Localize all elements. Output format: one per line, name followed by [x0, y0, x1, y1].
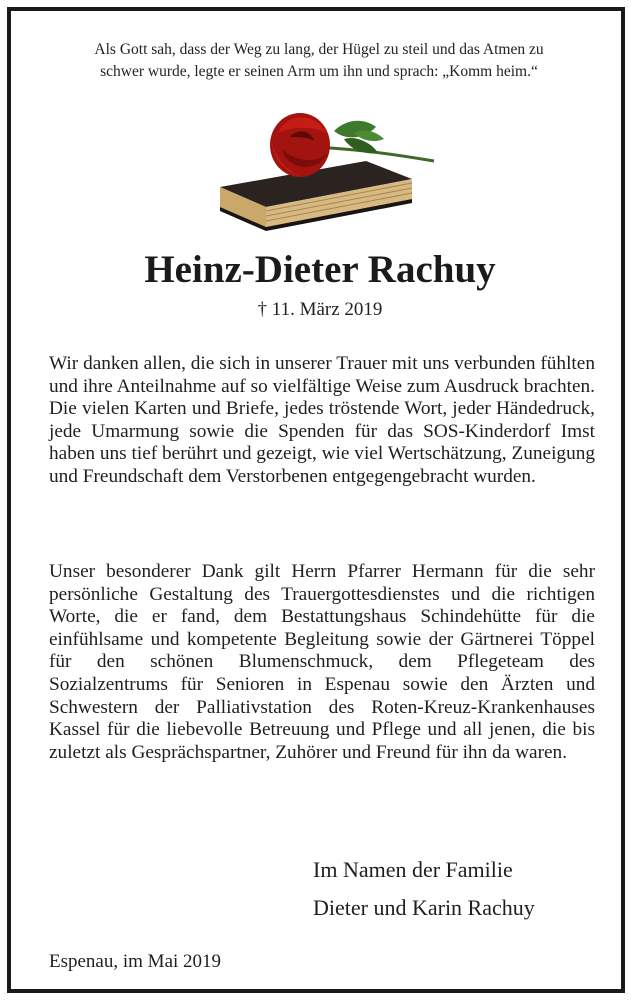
thanks-paragraph: Wir danken allen, die sich in unserer Trauer mit uns verbunden fühlten und ihre Anteilnahme auf so vielfältige Weise zum Ausdruck brachten. Die vielen Karten und Briefe, jedes tröstende Wort, jeder Händedruck, jede Umarmung sowie die Spenden für das SOS-Kinderdorf Imst haben uns tief berührt und gezeigt, wie viel Wertschätzung, Zuneigung und Freundschaft dem Verstorbenen entgegengebracht wurden.	[49, 353, 595, 487]
verse-line: schwer wurde, legte er seinen Arm um ihn und sprach: „Komm heim.“	[100, 63, 538, 80]
obituary-card	[7, 7, 625, 993]
verse	[41, 39, 597, 83]
place-date: Espenau, im Mai 2019	[49, 951, 222, 972]
death-date: † 11. März 2019	[257, 299, 383, 320]
verse-line: Als Gott sah, dass der Weg zu lang, der Hügel zu steil und das Atmen zu	[94, 41, 544, 58]
deceased-name: Heinz-Dieter Rachuy	[144, 248, 496, 291]
special-thanks-paragraph: Unser besonderer Dank gilt Herrn Pfarrer Hermann für die sehr persönliche Gestaltung des Trauergottesdienstes und die richtigen Worte, die er fand, dem Bestattungshaus Schindehütte für die einfühlsame und kompetente Begleitung sowie der Gärtnerei Töppel für den schönen Blumenschmuck, dem Pflegeteam des Sozialzentrums für Senioren in Espenau sowie den Ärzten und Schwestern der Palliativstation des Roten-Kreuz-Krankenhauses Kassel für die liebevolle Betreuung und Pflege und all jenen, die bis zuletzt als Gesprächspartner, Zuhörer und Freund für ihn da waren.	[49, 561, 595, 763]
rose-on-book-icon	[216, 109, 438, 235]
signature-names: Dieter und Karin Rachuy	[313, 895, 535, 920]
signature-line: Im Namen der Familie	[313, 857, 513, 882]
